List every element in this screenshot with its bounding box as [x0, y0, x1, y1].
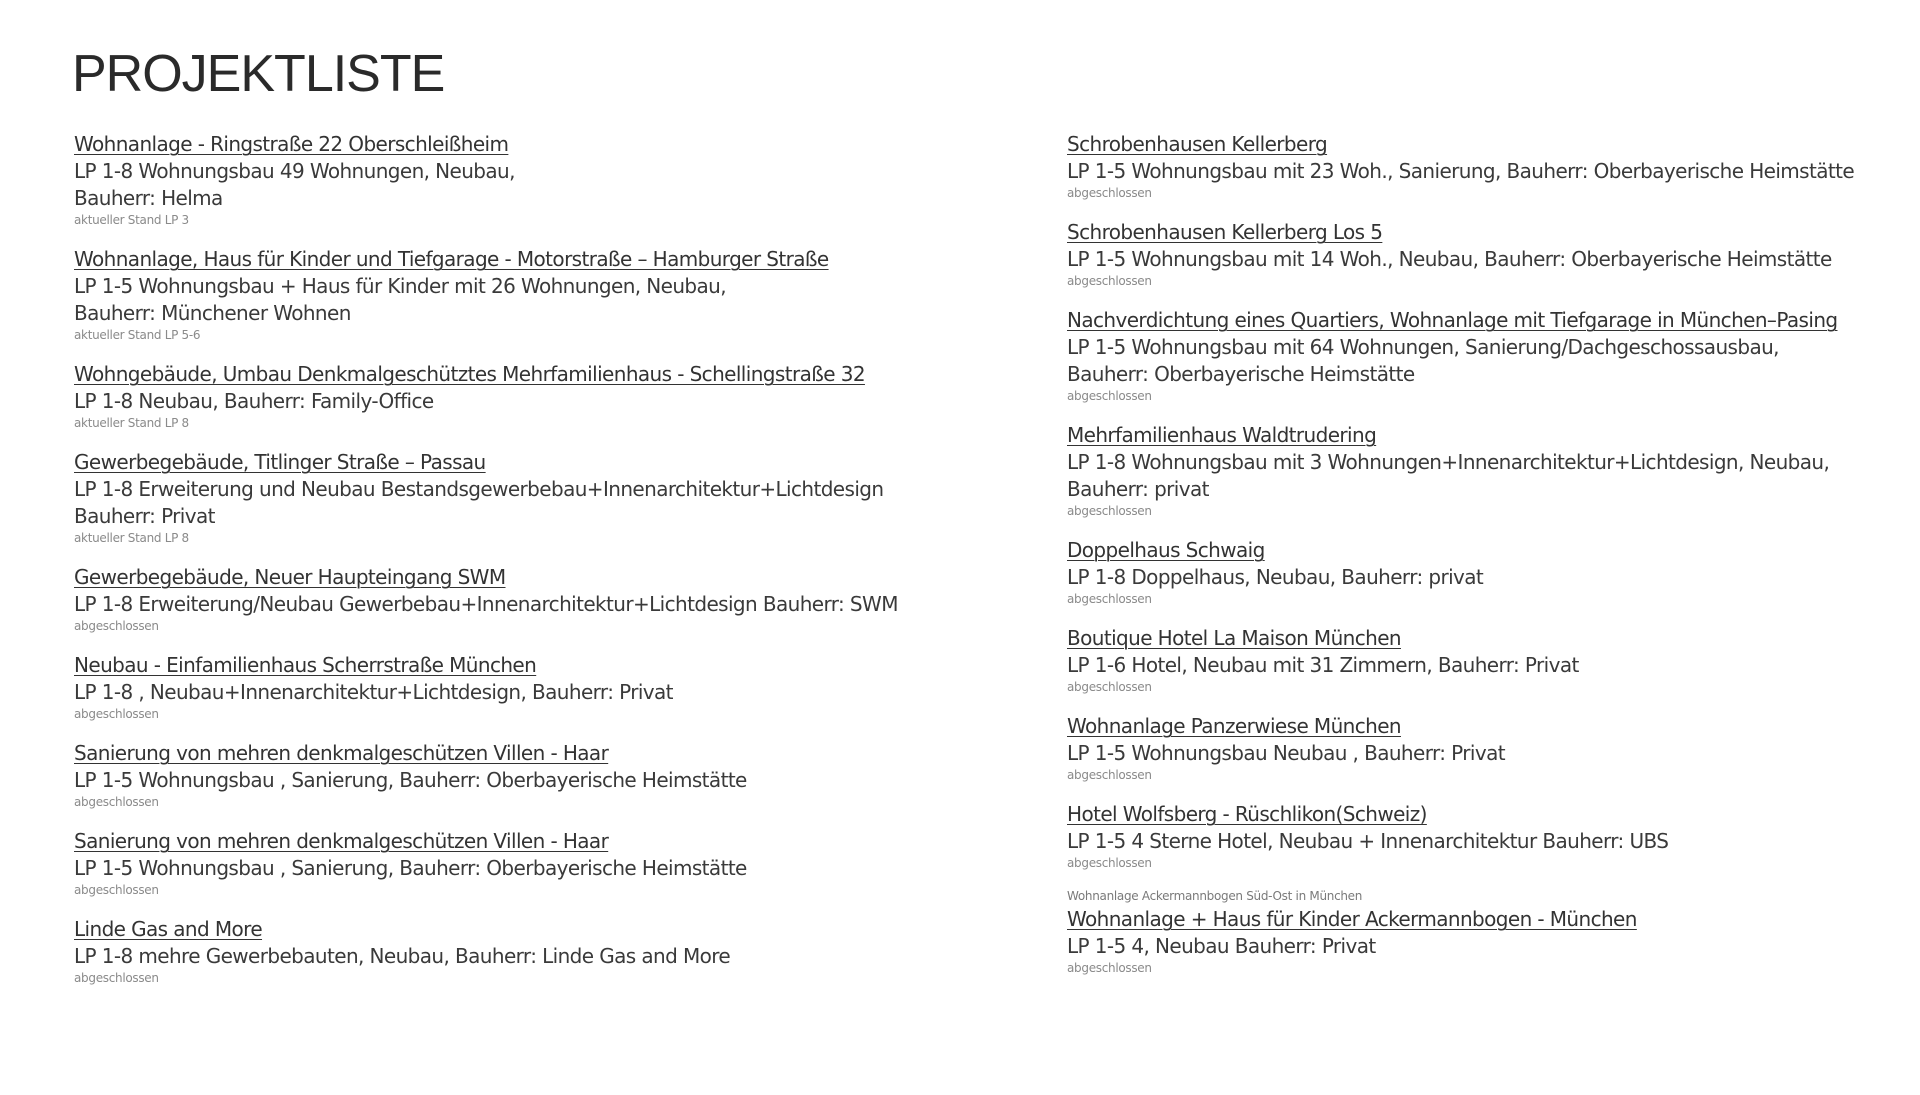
- project-item: [1067, 306, 1907, 404]
- project-description: LP 1-8 mehre Gewerbebauten, Neubau, Bauherr: Linde Gas and More: [74, 944, 731, 968]
- project-title-link[interactable]: Doppelhaus Schwaig: [1067, 538, 1265, 562]
- project-title-link[interactable]: Wohnanlage Panzerwiese München: [1067, 714, 1401, 738]
- project-title-link[interactable]: Boutique Hotel La Maison München: [1067, 626, 1401, 650]
- project-status: abgeschlossen: [74, 795, 159, 809]
- project-title-link[interactable]: Schrobenhausen Kellerberg: [1067, 132, 1328, 156]
- project-item: [1067, 888, 1907, 976]
- project-item: [1067, 800, 1907, 871]
- project-list-left: [74, 130, 1014, 1003]
- project-status: abgeschlossen: [1067, 680, 1152, 694]
- project-description: LP 1-5 4 Sterne Hotel, Neubau + Innenarchitektur Bauherr: UBS: [1067, 829, 1669, 853]
- project-item: [74, 739, 1014, 810]
- project-status: abgeschlossen: [1067, 274, 1152, 288]
- project-status: abgeschlossen: [1067, 592, 1152, 606]
- project-item: [1067, 712, 1907, 783]
- project-status: aktueller Stand LP 3: [74, 213, 189, 227]
- project-item: [74, 130, 1014, 228]
- project-item: [74, 563, 1014, 634]
- project-status: abgeschlossen: [74, 707, 159, 721]
- project-item: [74, 915, 1014, 986]
- project-status: abgeschlossen: [1067, 186, 1152, 200]
- project-title-link[interactable]: Wohnanlage, Haus für Kinder und Tiefgarage - Motorstraße – Hamburger Straße: [74, 247, 829, 271]
- project-item: [74, 245, 1014, 343]
- project-title-link[interactable]: Schrobenhausen Kellerberg Los 5: [1067, 220, 1383, 244]
- project-title-link[interactable]: Mehrfamilienhaus Waldtrudering: [1067, 423, 1377, 447]
- project-status: abgeschlossen: [1067, 768, 1152, 782]
- project-status: aktueller Stand LP 8: [74, 531, 189, 545]
- project-client: Bauherr: Privat: [74, 504, 215, 528]
- project-title-link[interactable]: Sanierung von mehren denkmalgeschützen Villen - Haar: [74, 829, 609, 853]
- project-title-link[interactable]: Gewerbegebäude, Neuer Haupteingang SWM: [74, 565, 506, 589]
- project-title-link[interactable]: Gewerbegebäude, Titlinger Straße – Passau: [74, 450, 486, 474]
- project-status: aktueller Stand LP 8: [74, 416, 189, 430]
- project-description: LP 1-8 Erweiterung und Neubau Bestandsgewerbebau+Innenarchitektur+Lichtdesign: [74, 477, 884, 501]
- project-title-link[interactable]: Wohnanlage + Haus für Kinder Ackermannbogen - München: [1067, 907, 1637, 931]
- project-client: Bauherr: privat: [1067, 477, 1209, 501]
- project-title-link[interactable]: Nachverdichtung eines Quartiers, Wohnanlage mit Tiefgarage in München–Pasing: [1067, 308, 1838, 332]
- project-title-link[interactable]: Neubau - Einfamilienhaus Scherrstraße München: [74, 653, 537, 677]
- project-description: LP 1-5 Wohnungsbau mit 14 Woh., Neubau, Bauherr: Oberbayerische Heimstätte: [1067, 247, 1832, 271]
- project-item: [74, 827, 1014, 898]
- project-description: LP 1-5 Wohnungsbau , Sanierung, Bauherr: Oberbayerische Heimstätte: [74, 856, 747, 880]
- project-item: [1067, 218, 1907, 289]
- project-description: LP 1-5 Wohnungsbau , Sanierung, Bauherr: Oberbayerische Heimstätte: [74, 768, 747, 792]
- project-description: LP 1-8 , Neubau+Innenarchitektur+Lichtdesign, Bauherr: Privat: [74, 680, 673, 704]
- project-item: [74, 360, 1014, 431]
- project-description: LP 1-8 Wohnungsbau mit 3 Wohnungen+Innenarchitektur+Lichtdesign, Neubau,: [1067, 450, 1830, 474]
- project-description: LP 1-8 Neubau, Bauherr: Family-Office: [74, 389, 434, 413]
- project-status: abgeschlossen: [1067, 389, 1152, 403]
- project-list-right: [1067, 130, 1907, 993]
- project-client: Bauherr: Oberbayerische Heimstätte: [1067, 362, 1415, 386]
- project-location-note: Wohnanlage Ackermannbogen Süd-Ost in München: [1067, 889, 1363, 903]
- project-item: [74, 448, 1014, 546]
- project-title-link[interactable]: Wohnanlage - Ringstraße 22 Oberschleißheim: [74, 132, 509, 156]
- project-title-link[interactable]: Hotel Wolfsberg - Rüschlikon(Schweiz): [1067, 802, 1427, 826]
- project-description: LP 1-5 Wohnungsbau + Haus für Kinder mit 26 Wohnungen, Neubau,: [74, 274, 727, 298]
- project-title-link[interactable]: Wohngebäude, Umbau Denkmalgeschütztes Mehrfamilienhaus - Schellingstraße 32: [74, 362, 865, 386]
- project-status: abgeschlossen: [74, 971, 159, 985]
- page-title: PROJEKTLISTE: [72, 45, 445, 103]
- project-description: LP 1-8 Erweiterung/Neubau Gewerbebau+Innenarchitektur+Lichtdesign Bauherr: SWM: [74, 592, 898, 616]
- project-title-link[interactable]: Sanierung von mehren denkmalgeschützen Villen - Haar: [74, 741, 609, 765]
- project-description: LP 1-5 Wohnungsbau Neubau , Bauherr: Privat: [1067, 741, 1505, 765]
- project-item: [1067, 421, 1907, 519]
- project-status: abgeschlossen: [74, 619, 159, 633]
- project-description: LP 1-8 Doppelhaus, Neubau, Bauherr: privat: [1067, 565, 1484, 589]
- project-status: aktueller Stand LP 5-6: [74, 328, 201, 342]
- project-status: abgeschlossen: [1067, 504, 1152, 518]
- project-status: abgeschlossen: [74, 883, 159, 897]
- project-item: [1067, 624, 1907, 695]
- project-item: [74, 651, 1014, 722]
- project-client: Bauherr: Helma: [74, 186, 223, 210]
- project-description: LP 1-5 Wohnungsbau mit 23 Woh., Sanierung, Bauherr: Oberbayerische Heimstätte: [1067, 159, 1855, 183]
- project-description: LP 1-8 Wohnungsbau 49 Wohnungen, Neubau,: [74, 159, 515, 183]
- project-item: [1067, 536, 1907, 607]
- project-client: Bauherr: Münchener Wohnen: [74, 301, 351, 325]
- project-status: abgeschlossen: [1067, 961, 1152, 975]
- project-item: [1067, 130, 1907, 201]
- project-status: abgeschlossen: [1067, 856, 1152, 870]
- project-description: LP 1-5 4, Neubau Bauherr: Privat: [1067, 934, 1376, 958]
- project-title-link[interactable]: Linde Gas and More: [74, 917, 263, 941]
- project-description: LP 1-6 Hotel, Neubau mit 31 Zimmern, Bauherr: Privat: [1067, 653, 1579, 677]
- project-description: LP 1-5 Wohnungsbau mit 64 Wohnungen, Sanierung/Dachgeschossausbau,: [1067, 335, 1779, 359]
